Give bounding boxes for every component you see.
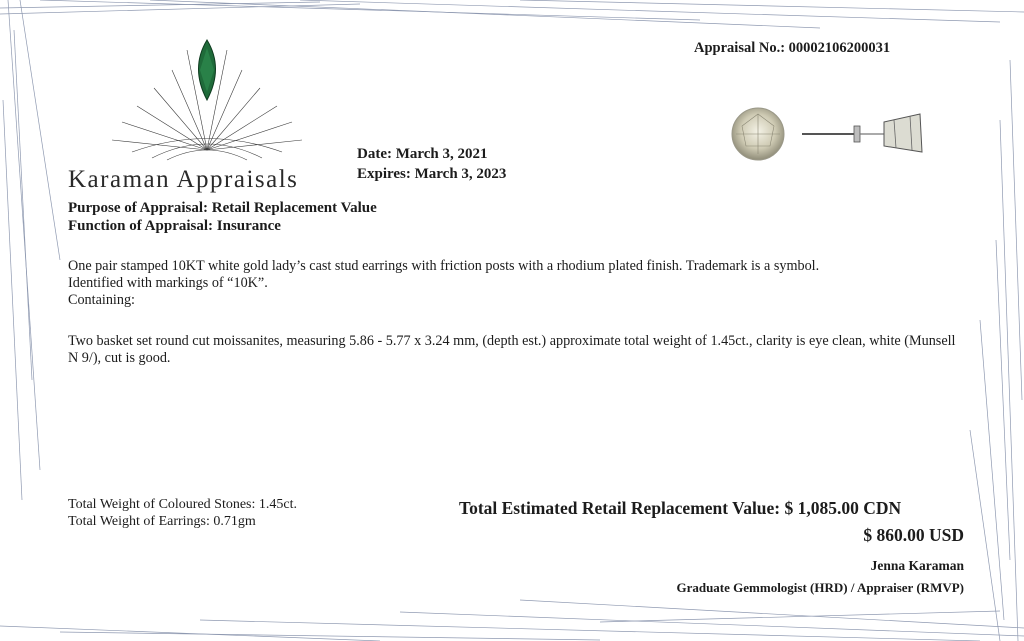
replacement-value-usd: $ 860.00 USD (863, 525, 964, 545)
earring-photo (724, 104, 934, 164)
description-line: One pair stamped 10KT white gold lady’s cast stud earrings with friction posts with a rhodium plated finish. Trademark is a symbol. (68, 258, 820, 274)
appraiser-title: Graduate Gemmologist (HRD) / Appraiser (RMVP) (676, 580, 964, 595)
replacement-value-cdn: Total Estimated Retail Replacement Value: $ 1,085.00 CDN (459, 498, 902, 518)
item-description (68, 258, 968, 309)
appraisal-number: Appraisal No.: 00002106200031 (694, 40, 891, 56)
stone-description: Two basket set round cut moissanites, measuring 5.86 - 5.77 x 3.24 mm, (depth est.) approximate total weight of 1.45ct., clarity is eye clean, white (Munsell N 9/), cut is good. (68, 333, 956, 366)
brand-name: Karaman Appraisals (68, 166, 299, 193)
appraisal-function: Function of Appraisal: Insurance (68, 218, 281, 234)
logo-emblem (92, 30, 322, 170)
description-line: Containing: (68, 292, 135, 308)
appraisal-date: Date: March 3, 2021 (357, 146, 488, 162)
appraiser-name: Jenna Karaman (870, 558, 964, 573)
description-line: Identified with markings of “10K”. (68, 275, 268, 291)
total-weight-stones: Total Weight of Coloured Stones: 1.45ct. (68, 497, 297, 512)
total-weight-earrings: Total Weight of Earrings: 0.71gm (68, 514, 256, 529)
expiry-date: Expires: March 3, 2023 (357, 166, 507, 182)
appraisal-purpose: Purpose of Appraisal: Retail Replacement Value (68, 200, 377, 216)
